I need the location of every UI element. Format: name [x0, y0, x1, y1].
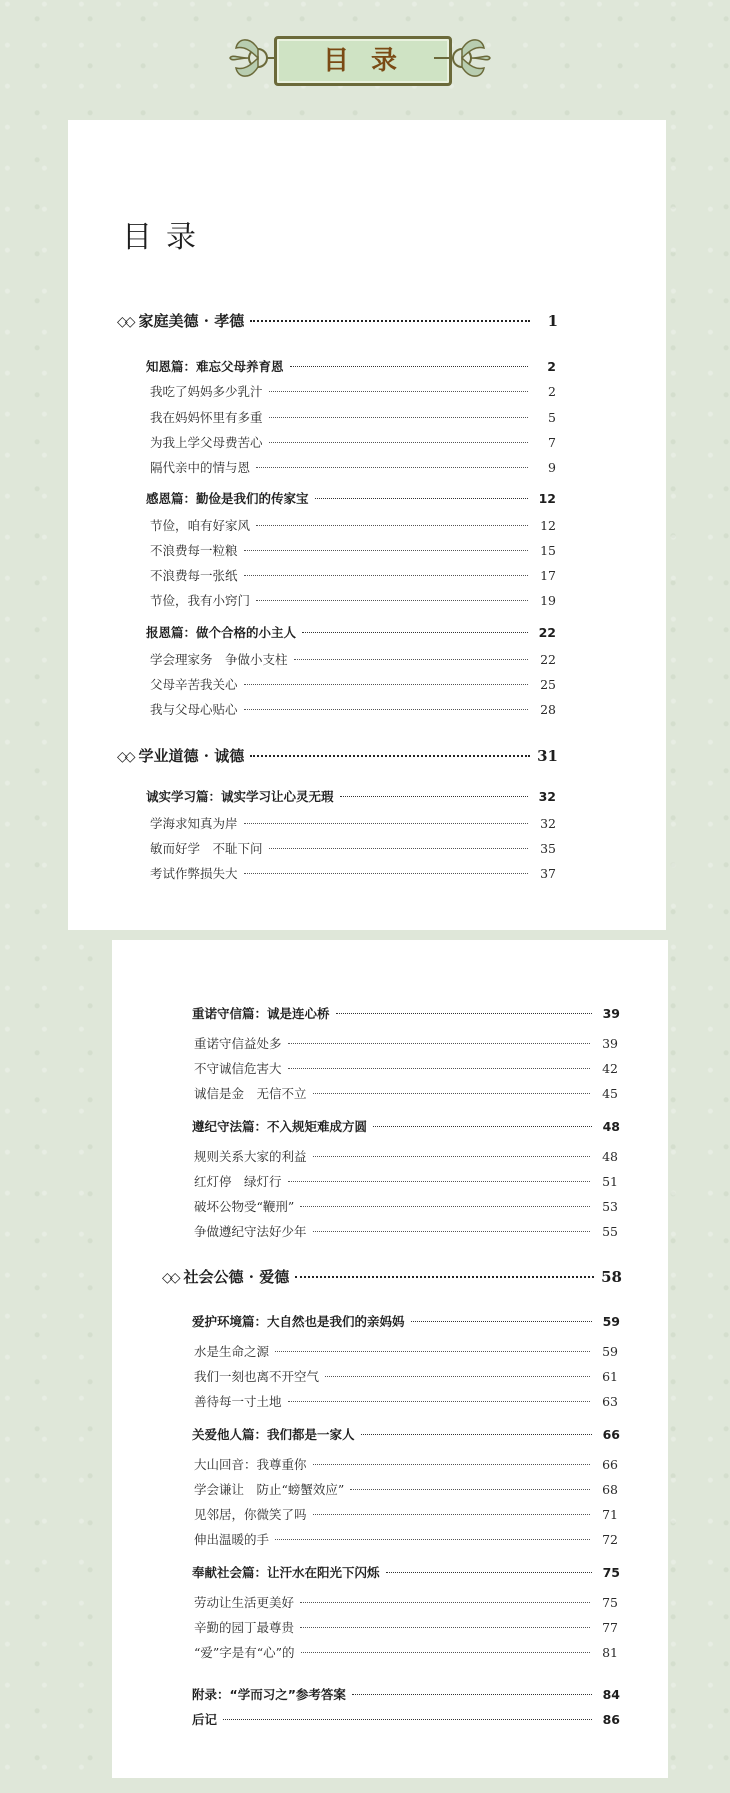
floral-ornament-icon — [432, 28, 492, 88]
dot-leader — [315, 498, 528, 499]
toc-entry-title: 学业道德 · 诚德 — [138, 747, 245, 765]
toc-entry-page: 68 — [602, 1482, 618, 1497]
toc-item-entry[interactable] — [150, 433, 556, 451]
toc-item-entry[interactable] — [194, 1618, 618, 1636]
toc-entry-page: 7 — [548, 435, 556, 450]
toc-entry-page: 31 — [537, 747, 558, 765]
dot-leader — [300, 1627, 590, 1628]
dot-leader — [290, 366, 528, 367]
dot-leader — [244, 575, 528, 576]
toc-entry-title: 父母辛苦我关心 — [150, 677, 238, 692]
toc-entry-title: 劳动让生活更美好 — [194, 1595, 295, 1610]
banner-title: 目录 — [322, 45, 419, 76]
dot-leader — [256, 467, 528, 468]
dot-leader — [288, 1043, 590, 1044]
dot-leader — [313, 1093, 590, 1094]
toc-item-entry[interactable] — [194, 1222, 618, 1240]
toc-entry-page: 45 — [602, 1086, 618, 1101]
toc-entry-page: 72 — [602, 1532, 618, 1547]
double-diamond-icon: ◇◇ — [162, 1270, 178, 1286]
toc-section-entry[interactable] — [192, 1004, 620, 1022]
toc-entry-page: 75 — [602, 1565, 620, 1580]
toc-entry-title: 奉献社会篇：让汗水在阳光下闪烁 — [192, 1565, 380, 1580]
toc-entry-title: 见邻居，你微笑了吗 — [194, 1507, 307, 1522]
double-diamond-icon: ◇◇ — [117, 314, 133, 330]
toc-item-entry[interactable] — [194, 1392, 618, 1410]
toc-entry-title: 节俭，咱有好家风 — [150, 518, 251, 533]
toc-entry-title: 大山回音：我尊重你 — [194, 1457, 307, 1472]
toc-entry-title: 规则关系大家的利益 — [194, 1149, 307, 1164]
toc-entry-page: 86 — [602, 1712, 620, 1727]
toc-entry-page: 81 — [602, 1645, 618, 1660]
dot-leader — [301, 1652, 590, 1653]
toc-item-entry[interactable] — [150, 516, 556, 534]
dot-leader — [256, 600, 528, 601]
toc-section-entry[interactable] — [146, 623, 556, 641]
toc-entry-page: 2 — [548, 384, 556, 399]
toc-item-entry[interactable] — [150, 700, 556, 718]
page-title: 目录 — [122, 220, 210, 255]
toc-entry-title: 争做遵纪守法好少年 — [194, 1224, 307, 1239]
dot-leader — [275, 1351, 590, 1352]
dot-leader — [269, 391, 528, 392]
dot-leader — [288, 1181, 590, 1182]
dot-leader — [269, 442, 528, 443]
dot-leader — [294, 659, 528, 660]
toc-item-entry[interactable] — [150, 382, 556, 400]
toc-entry-title: 伸出温暖的手 — [194, 1532, 270, 1547]
dot-leader — [269, 417, 528, 418]
toc-item-entry[interactable] — [194, 1034, 618, 1052]
toc-item-entry[interactable] — [150, 458, 556, 476]
toc-item-entry[interactable] — [194, 1455, 618, 1473]
toc-entry-page: 32 — [538, 789, 556, 804]
toc-item-entry[interactable] — [194, 1084, 618, 1102]
dot-leader — [244, 709, 528, 710]
toc-entry-title: 节俭，我有小窍门 — [150, 593, 251, 608]
toc-section-entry[interactable] — [146, 357, 556, 375]
toc-entry-page: 22 — [540, 652, 556, 667]
toc-entry-page: 2 — [547, 359, 556, 374]
toc-entry-title: 社会公德 · 爱德 — [183, 1268, 290, 1286]
toc-entry-page: 15 — [540, 543, 556, 558]
toc-section-entry[interactable] — [146, 489, 556, 507]
toc-item-entry[interactable] — [194, 1367, 618, 1385]
toc-item-entry[interactable] — [194, 1059, 618, 1077]
toc-entry-title: 不浪费每一粒粮 — [150, 543, 238, 558]
toc-entry-page: 61 — [602, 1369, 618, 1384]
toc-entry-page: 84 — [602, 1687, 620, 1702]
dot-leader — [300, 1602, 590, 1603]
toc-entry-page: 22 — [538, 625, 556, 640]
toc-section-entry[interactable] — [192, 1425, 620, 1443]
toc-item-entry[interactable] — [150, 864, 556, 882]
toc-entry-title: 遵纪守法篇：不入规矩难成方圆 — [192, 1119, 368, 1134]
dot-leader — [250, 320, 530, 322]
dot-leader — [340, 796, 528, 797]
double-diamond-icon: ◇◇ — [117, 749, 133, 765]
toc-part-entry[interactable] — [162, 1266, 622, 1287]
toc-entry-title: 诚信是金 无信不立 — [194, 1086, 307, 1101]
toc-entry-page: 59 — [602, 1344, 618, 1359]
toc-entry-title: 重诺守信篇：诚是连心桥 — [192, 1006, 330, 1021]
toc-entry-page: 48 — [602, 1149, 618, 1164]
toc-entry-title: 感恩篇：勤俭是我们的传家宝 — [146, 491, 309, 506]
toc-section-entry[interactable] — [192, 1710, 620, 1728]
toc-part-entry[interactable] — [117, 745, 558, 766]
dot-leader — [256, 525, 528, 526]
dot-leader — [313, 1514, 590, 1515]
toc-entry-page: 37 — [540, 866, 556, 881]
toc-section-entry[interactable] — [192, 1117, 620, 1135]
toc-entry-title: 破坏公物受“鞭刑” — [194, 1199, 295, 1214]
toc-entry-page: 9 — [548, 460, 556, 475]
toc-entry-page: 39 — [602, 1036, 618, 1051]
header-banner — [228, 28, 492, 88]
toc-entry-page: 39 — [602, 1006, 620, 1021]
dot-leader — [350, 1489, 590, 1490]
toc-entry-page: 77 — [602, 1620, 618, 1635]
toc-entry-page: 58 — [601, 1268, 622, 1286]
dot-leader — [361, 1434, 592, 1435]
toc-item-entry[interactable] — [194, 1530, 618, 1548]
toc-entry-title: 我们一刻也离不开空气 — [194, 1369, 320, 1384]
toc-entry-page: 12 — [538, 491, 556, 506]
dot-leader — [269, 848, 528, 849]
toc-entry-page: 66 — [602, 1427, 620, 1442]
toc-entry-page: 19 — [540, 593, 556, 608]
toc-entry-title: 隔代亲中的情与恩 — [150, 460, 251, 475]
toc-entry-title: 考试作弊损失大 — [150, 866, 238, 881]
toc-section-entry[interactable] — [192, 1563, 620, 1581]
dot-leader — [411, 1321, 592, 1322]
toc-item-entry[interactable] — [150, 839, 556, 857]
toc-entry-title: 关爱他人篇：我们都是一家人 — [192, 1427, 355, 1442]
toc-entry-page: 12 — [540, 518, 556, 533]
toc-item-entry[interactable] — [150, 408, 556, 426]
toc-entry-page: 17 — [540, 568, 556, 583]
toc-entry-title: 报恩篇：做个合格的小主人 — [146, 625, 297, 640]
toc-entry-title: 敏而好学 不耻下问 — [150, 841, 263, 856]
toc-entry-title: 不浪费每一张纸 — [150, 568, 238, 583]
dot-leader — [223, 1719, 592, 1720]
dot-leader — [313, 1156, 590, 1157]
dot-leader — [244, 684, 528, 685]
dot-leader — [300, 1206, 590, 1207]
toc-item-entry[interactable] — [150, 675, 556, 693]
dot-leader — [288, 1401, 590, 1402]
toc-entry-title: 红灯停 绿灯行 — [194, 1174, 282, 1189]
toc-entry-page: 28 — [540, 702, 556, 717]
toc-entry-title: 学会理家务 争做小支柱 — [150, 652, 288, 667]
toc-entry-page: 32 — [540, 816, 556, 831]
toc-item-entry[interactable] — [194, 1643, 618, 1661]
toc-entry-title: 诚实学习篇：诚实学习让心灵无瑕 — [146, 789, 334, 804]
toc-item-entry[interactable] — [194, 1147, 618, 1165]
dot-leader — [386, 1572, 592, 1573]
toc-entry-title: 后记 — [192, 1712, 218, 1727]
dot-leader — [275, 1539, 590, 1540]
dot-leader — [250, 755, 530, 757]
dot-leader — [352, 1694, 592, 1695]
toc-entry-title: 爱护环境篇：大自然也是我们的亲妈妈 — [192, 1314, 405, 1329]
toc-item-entry[interactable] — [150, 591, 556, 609]
toc-entry-title: 善待每一寸土地 — [194, 1394, 282, 1409]
toc-entry-title: 为我上学父母费苦心 — [150, 435, 263, 450]
toc-section-entry[interactable] — [192, 1312, 620, 1330]
toc-entry-page: 35 — [540, 841, 556, 856]
toc-entry-page: 66 — [602, 1457, 618, 1472]
toc-entry-title: 我在妈妈怀里有多重 — [150, 410, 263, 425]
toc-item-entry[interactable] — [150, 650, 556, 668]
dot-leader — [295, 1276, 594, 1278]
dot-leader — [373, 1126, 592, 1127]
toc-section-entry[interactable] — [192, 1685, 620, 1703]
dot-leader — [244, 550, 528, 551]
toc-entry-page: 53 — [602, 1199, 618, 1214]
toc-entry-title: 我与父母心贴心 — [150, 702, 238, 717]
toc-entry-page: 71 — [602, 1507, 618, 1522]
toc-item-entry[interactable] — [194, 1480, 618, 1498]
toc-part-entry[interactable] — [117, 310, 558, 331]
toc-entry-title: 辛勤的园丁最尊贵 — [194, 1620, 295, 1635]
toc-entry-page: 55 — [602, 1224, 618, 1239]
toc-entry-page: 48 — [602, 1119, 620, 1134]
dot-leader — [313, 1464, 590, 1465]
toc-entry-title: 我吃了妈妈多少乳汁 — [150, 384, 263, 399]
dot-leader — [313, 1231, 590, 1232]
toc-entry-title: 重诺守信益处多 — [194, 1036, 282, 1051]
toc-entry-page: 1 — [547, 312, 558, 330]
toc-entry-page: 25 — [540, 677, 556, 692]
toc-item-entry[interactable] — [194, 1342, 618, 1360]
toc-item-entry[interactable] — [194, 1593, 618, 1611]
toc-entry-title: 知恩篇：难忘父母养育恩 — [146, 359, 284, 374]
dot-leader — [325, 1376, 590, 1377]
dot-leader — [336, 1013, 592, 1014]
toc-entry-page: 51 — [602, 1174, 618, 1189]
toc-entry-page: 63 — [602, 1394, 618, 1409]
toc-entry-page: 59 — [602, 1314, 620, 1329]
toc-item-entry[interactable] — [194, 1505, 618, 1523]
dot-leader — [288, 1068, 590, 1069]
toc-entry-page: 42 — [602, 1061, 618, 1076]
toc-entry-title: 学海求知真为岸 — [150, 816, 238, 831]
toc-entry-title: 学会谦让 防止“螃蟹效应” — [194, 1482, 345, 1497]
toc-entry-title: 不守诚信危害大 — [194, 1061, 282, 1076]
toc-item-entry[interactable] — [194, 1172, 618, 1190]
dot-leader — [244, 823, 528, 824]
toc-entry-title: 附录：“学而习之”参考答案 — [192, 1687, 346, 1702]
toc-item-entry[interactable] — [150, 566, 556, 584]
toc-item-entry[interactable] — [194, 1197, 618, 1215]
toc-item-entry[interactable] — [150, 814, 556, 832]
toc-entry-page: 75 — [602, 1595, 618, 1610]
toc-item-entry[interactable] — [150, 541, 556, 559]
toc-entry-title: 水是生命之源 — [194, 1344, 270, 1359]
toc-entry-page: 5 — [548, 410, 556, 425]
toc-entry-title: 家庭美德 · 孝德 — [138, 312, 245, 330]
toc-section-entry[interactable] — [146, 787, 556, 805]
toc-entry-title: “爱”字是有“心”的 — [194, 1645, 295, 1660]
dot-leader — [244, 873, 528, 874]
dot-leader — [302, 632, 528, 633]
